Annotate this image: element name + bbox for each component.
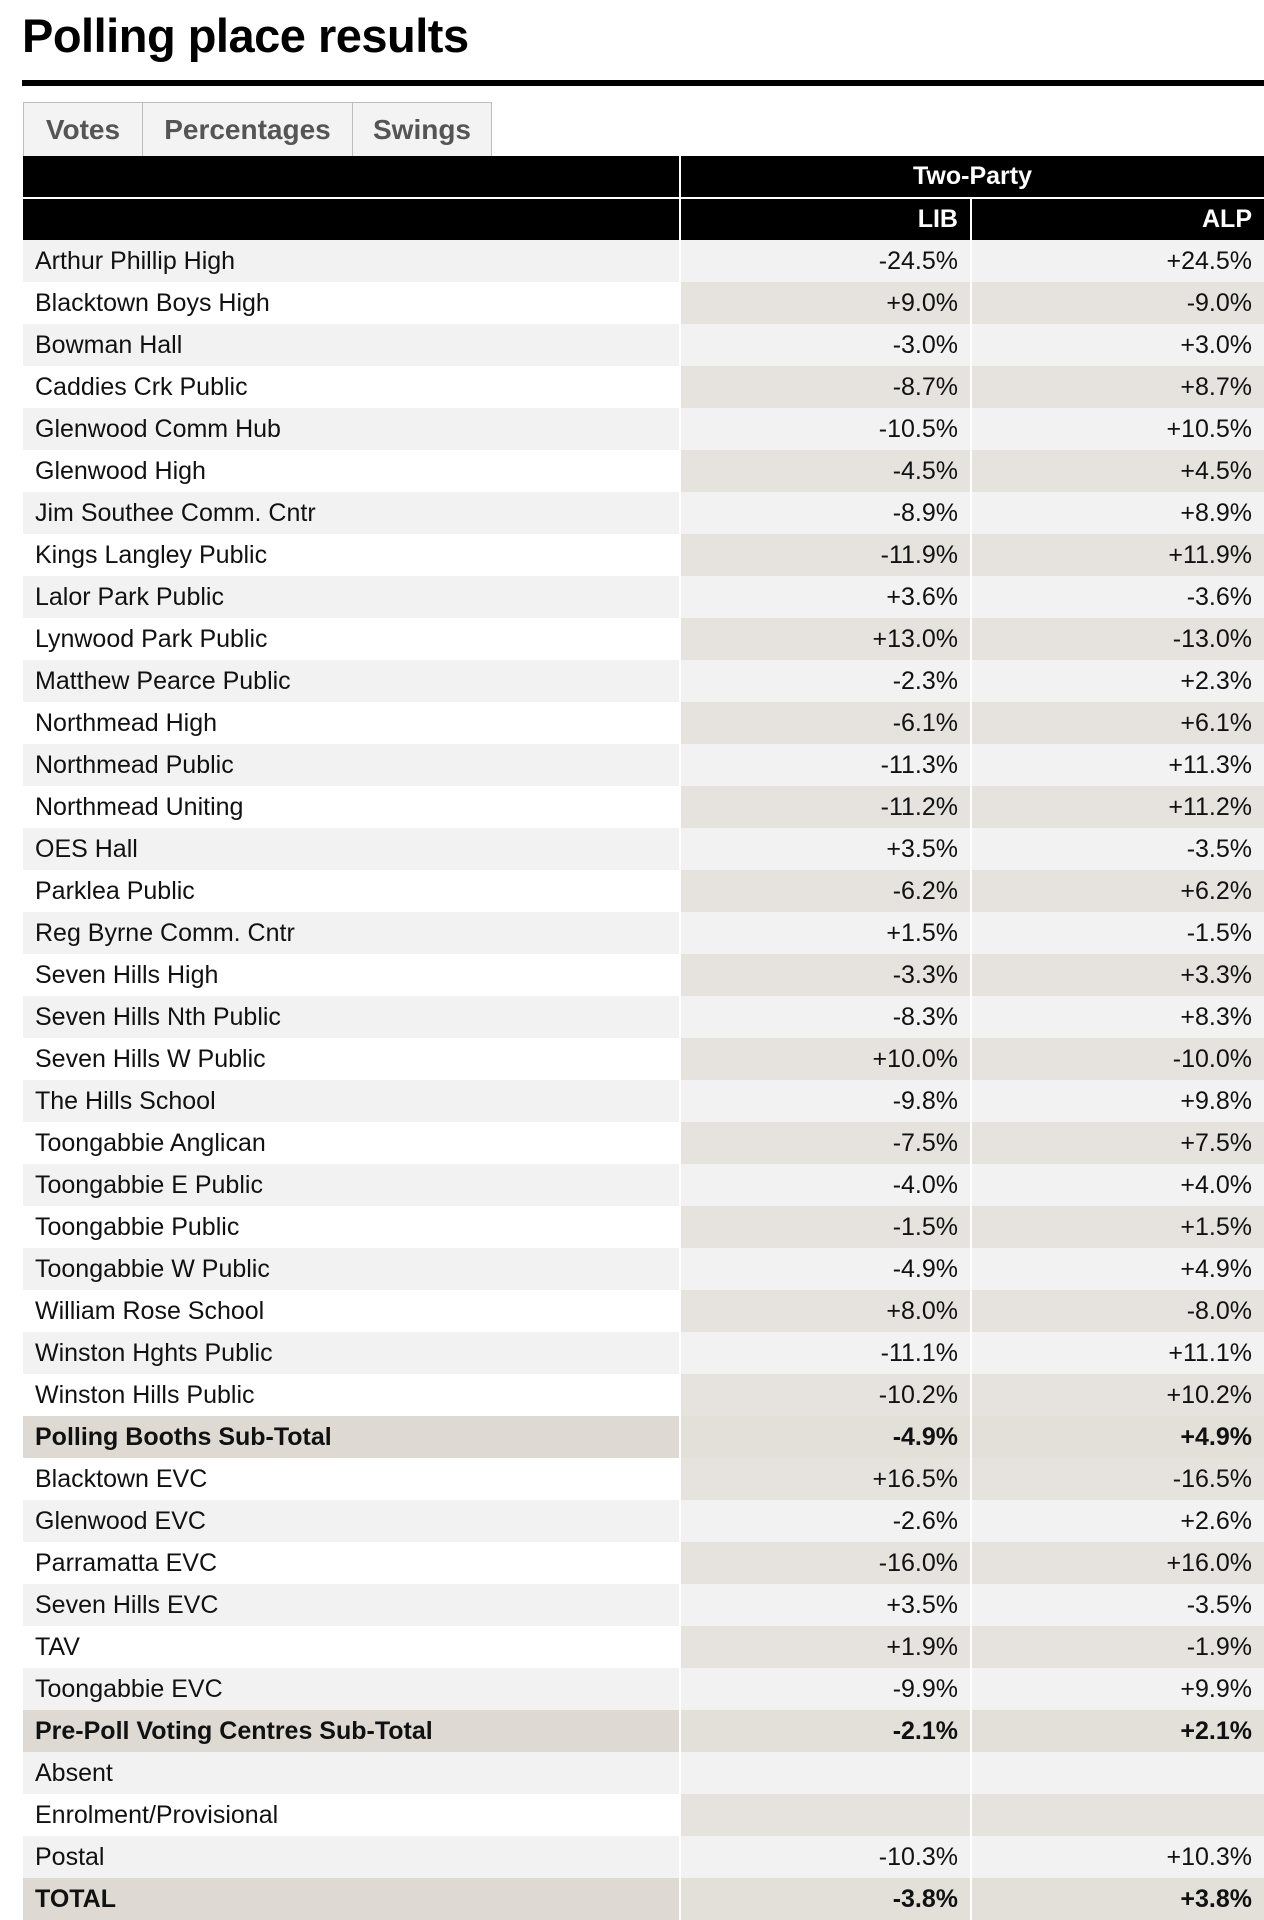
alp-swing: +11.3% — [971, 744, 1264, 786]
polling-place-name: Winston Hghts Public — [23, 1332, 680, 1374]
alp-swing: +8.3% — [971, 996, 1264, 1038]
polling-place-name: William Rose School — [23, 1290, 680, 1332]
polling-place-name: Reg Byrne Comm. Cntr — [23, 912, 680, 954]
lib-swing: -11.9% — [680, 534, 971, 576]
polling-place-name: Glenwood EVC — [23, 1500, 680, 1542]
polling-place-name: Toongabbie W Public — [23, 1248, 680, 1290]
alp-swing: -1.9% — [971, 1626, 1264, 1668]
polling-place-name: Glenwood High — [23, 450, 680, 492]
alp-swing: +10.5% — [971, 408, 1264, 450]
table-row — [23, 366, 1264, 408]
header-lib: LIB — [680, 198, 971, 240]
page-title: Polling place results — [22, 9, 469, 62]
table-row — [23, 1206, 1264, 1248]
table-row — [23, 1752, 1264, 1794]
alp-swing: +1.5% — [971, 1206, 1264, 1248]
polling-place-name: Toongabbie EVC — [23, 1668, 680, 1710]
lib-swing: -11.3% — [680, 744, 971, 786]
lib-swing: -7.5% — [680, 1122, 971, 1164]
polling-place-name: Parklea Public — [23, 870, 680, 912]
lib-swing: +8.0% — [680, 1290, 971, 1332]
polling-place-name: TAV — [23, 1626, 680, 1668]
alp-swing: +10.3% — [971, 1836, 1264, 1878]
table-row — [23, 1458, 1264, 1500]
table-row — [23, 1122, 1264, 1164]
lib-swing — [680, 1794, 971, 1836]
polling-place-name: TOTAL — [23, 1878, 680, 1920]
lib-swing: -8.3% — [680, 996, 971, 1038]
lib-swing: -3.3% — [680, 954, 971, 996]
table-row — [23, 1290, 1264, 1332]
table-row — [23, 576, 1264, 618]
table-row — [23, 828, 1264, 870]
alp-swing: +11.2% — [971, 786, 1264, 828]
polling-place-name: Caddies Crk Public — [23, 366, 680, 408]
polling-place-name: Northmead Uniting — [23, 786, 680, 828]
alp-swing: -3.6% — [971, 576, 1264, 618]
alp-swing: -9.0% — [971, 282, 1264, 324]
subtotal-row — [23, 1416, 1264, 1458]
lib-swing: +1.5% — [680, 912, 971, 954]
table-row — [23, 1332, 1264, 1374]
lib-swing: -6.2% — [680, 870, 971, 912]
alp-swing: +3.0% — [971, 324, 1264, 366]
alp-swing: -3.5% — [971, 1584, 1264, 1626]
alp-swing: +7.5% — [971, 1122, 1264, 1164]
alp-swing: +3.3% — [971, 954, 1264, 996]
polling-place-name: Lalor Park Public — [23, 576, 680, 618]
table-row — [23, 1080, 1264, 1122]
polling-place-name: Polling Booths Sub-Total — [23, 1416, 680, 1458]
lib-swing: -3.8% — [680, 1878, 971, 1920]
table-row — [23, 744, 1264, 786]
header-name-blank — [23, 198, 680, 240]
alp-swing: +10.2% — [971, 1374, 1264, 1416]
subtotal-row — [23, 1878, 1264, 1920]
alp-swing — [971, 1794, 1264, 1836]
lib-swing: -6.1% — [680, 702, 971, 744]
polling-place-name: Seven Hills High — [23, 954, 680, 996]
table-row — [23, 324, 1264, 366]
alp-swing: -3.5% — [971, 828, 1264, 870]
lib-swing: +16.5% — [680, 1458, 971, 1500]
table-row — [23, 1836, 1264, 1878]
alp-swing — [971, 1752, 1264, 1794]
table-row — [23, 660, 1264, 702]
table-row — [23, 702, 1264, 744]
lib-swing: -2.3% — [680, 660, 971, 702]
table-row — [23, 1374, 1264, 1416]
polling-place-name: Kings Langley Public — [23, 534, 680, 576]
subtotal-row — [23, 1710, 1264, 1752]
lib-swing: +3.5% — [680, 828, 971, 870]
alp-swing: +9.9% — [971, 1668, 1264, 1710]
polling-place-name: Bowman Hall — [23, 324, 680, 366]
title-divider — [22, 80, 1264, 86]
lib-swing: -11.1% — [680, 1332, 971, 1374]
lib-swing: -10.5% — [680, 408, 971, 450]
table-row — [23, 282, 1264, 324]
alp-swing: -10.0% — [971, 1038, 1264, 1080]
table-row — [23, 1626, 1264, 1668]
alp-swing: +8.7% — [971, 366, 1264, 408]
table-row — [23, 240, 1264, 282]
lib-swing: +9.0% — [680, 282, 971, 324]
alp-swing: -1.5% — [971, 912, 1264, 954]
alp-swing: +24.5% — [971, 240, 1264, 282]
lib-swing: -8.7% — [680, 366, 971, 408]
lib-swing — [680, 1752, 971, 1794]
lib-swing: -8.9% — [680, 492, 971, 534]
alp-swing: +4.0% — [971, 1164, 1264, 1206]
table-row — [23, 1500, 1264, 1542]
alp-swing: +4.9% — [971, 1416, 1264, 1458]
alp-swing: +6.2% — [971, 870, 1264, 912]
alp-swing: +4.5% — [971, 450, 1264, 492]
polling-place-name: Toongabbie Anglican — [23, 1122, 680, 1164]
alp-swing: -13.0% — [971, 618, 1264, 660]
polling-place-name: Seven Hills W Public — [23, 1038, 680, 1080]
polling-place-name: Jim Southee Comm. Cntr — [23, 492, 680, 534]
lib-swing: -11.2% — [680, 786, 971, 828]
polling-place-name: Postal — [23, 1836, 680, 1878]
alp-swing: +11.9% — [971, 534, 1264, 576]
polling-place-name: Blacktown EVC — [23, 1458, 680, 1500]
table-body — [23, 240, 1264, 1920]
polling-place-name: The Hills School — [23, 1080, 680, 1122]
table-row — [23, 1248, 1264, 1290]
lib-swing: -1.5% — [680, 1206, 971, 1248]
alp-swing: +11.1% — [971, 1332, 1264, 1374]
table-row — [23, 870, 1264, 912]
alp-swing: +2.1% — [971, 1710, 1264, 1752]
header-alp: ALP — [971, 198, 1264, 240]
header-blank — [23, 156, 680, 198]
table-row — [23, 1668, 1264, 1710]
lib-swing: -4.5% — [680, 450, 971, 492]
lib-swing: -2.1% — [680, 1710, 971, 1752]
polling-place-name: Toongabbie Public — [23, 1206, 680, 1248]
polling-place-name: Matthew Pearce Public — [23, 660, 680, 702]
lib-swing: -9.8% — [680, 1080, 971, 1122]
lib-swing: +3.6% — [680, 576, 971, 618]
lib-swing: -2.6% — [680, 1500, 971, 1542]
lib-swing: -16.0% — [680, 1542, 971, 1584]
polling-place-name: Parramatta EVC — [23, 1542, 680, 1584]
table-row — [23, 954, 1264, 996]
polling-place-name: Northmead High — [23, 702, 680, 744]
table-row — [23, 450, 1264, 492]
lib-swing: -4.9% — [680, 1248, 971, 1290]
tab-swings[interactable]: Swings — [352, 102, 492, 156]
lib-swing: -4.9% — [680, 1416, 971, 1458]
lib-swing: -10.2% — [680, 1374, 971, 1416]
lib-swing: -3.0% — [680, 324, 971, 366]
polling-place-name: Glenwood Comm Hub — [23, 408, 680, 450]
table-row — [23, 1164, 1264, 1206]
polling-place-name: Winston Hills Public — [23, 1374, 680, 1416]
alp-swing: +3.8% — [971, 1878, 1264, 1920]
lib-swing: -10.3% — [680, 1836, 971, 1878]
lib-swing: -9.9% — [680, 1668, 971, 1710]
alp-swing: +8.9% — [971, 492, 1264, 534]
alp-swing: +2.3% — [971, 660, 1264, 702]
alp-swing: +16.0% — [971, 1542, 1264, 1584]
table-row — [23, 408, 1264, 450]
alp-swing: -8.0% — [971, 1290, 1264, 1332]
alp-swing: +2.6% — [971, 1500, 1264, 1542]
table-row — [23, 1584, 1264, 1626]
alp-swing: +9.8% — [971, 1080, 1264, 1122]
tab-percentages[interactable]: Percentages — [142, 102, 354, 156]
view-tabs — [23, 102, 491, 156]
polling-place-name: Pre-Poll Voting Centres Sub-Total — [23, 1710, 680, 1752]
alp-swing: -16.5% — [971, 1458, 1264, 1500]
polling-place-name: Blacktown Boys High — [23, 282, 680, 324]
lib-swing: -24.5% — [680, 240, 971, 282]
table-row — [23, 786, 1264, 828]
results-table — [23, 156, 1264, 1920]
table-row — [23, 996, 1264, 1038]
lib-swing: -4.0% — [680, 1164, 971, 1206]
table-row — [23, 1542, 1264, 1584]
lib-swing: +13.0% — [680, 618, 971, 660]
table-row — [23, 618, 1264, 660]
polling-place-name: Toongabbie E Public — [23, 1164, 680, 1206]
polling-place-name: Seven Hills Nth Public — [23, 996, 680, 1038]
polling-place-name: Northmead Public — [23, 744, 680, 786]
lib-swing: +1.9% — [680, 1626, 971, 1668]
polling-place-name: Arthur Phillip High — [23, 240, 680, 282]
polling-place-name: OES Hall — [23, 828, 680, 870]
table-row — [23, 492, 1264, 534]
header-two-party: Two-Party — [680, 156, 1264, 198]
polling-place-name: Lynwood Park Public — [23, 618, 680, 660]
alp-swing: +6.1% — [971, 702, 1264, 744]
polling-place-name: Seven Hills EVC — [23, 1584, 680, 1626]
table-row — [23, 1794, 1264, 1836]
table-row — [23, 1038, 1264, 1080]
table-row — [23, 912, 1264, 954]
alp-swing: +4.9% — [971, 1248, 1264, 1290]
lib-swing: +3.5% — [680, 1584, 971, 1626]
table-row — [23, 534, 1264, 576]
tab-votes[interactable]: Votes — [23, 102, 143, 156]
polling-place-name: Absent — [23, 1752, 680, 1794]
polling-place-name: Enrolment/Provisional — [23, 1794, 680, 1836]
lib-swing: +10.0% — [680, 1038, 971, 1080]
